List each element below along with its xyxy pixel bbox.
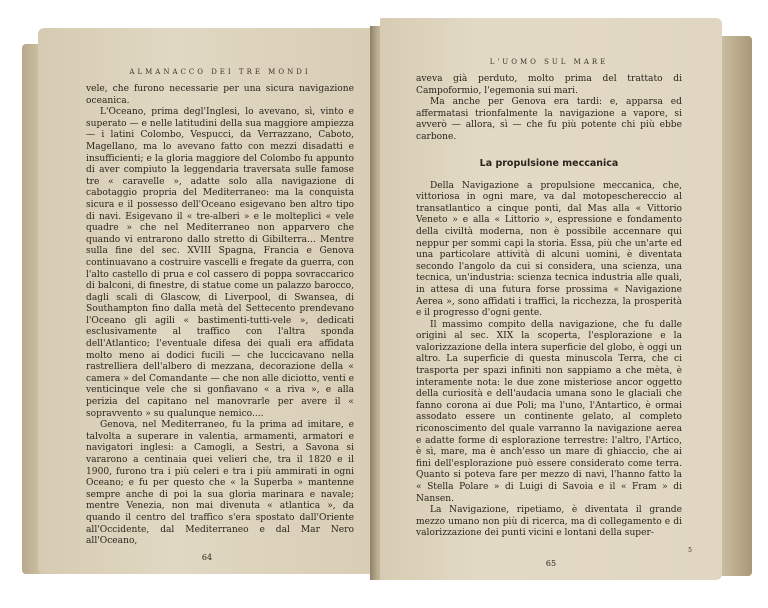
left-running-head: ALMANACCO DEI TRE MONDI [129, 68, 311, 76]
right-page [380, 18, 722, 580]
paragraph: aveva già perduto, molto prima del trattato di Campoformio, l'egemonia sui mari. [416, 74, 682, 96]
page-number-right: 65 [545, 559, 557, 568]
paragraph: Ma anche per Genova era tardi: e, apparsa ed affermatasi trionfalmente la navigazione a vapore, si avverò — allora, sì — che fu più potente chi più ebbe carbone. [416, 97, 682, 142]
book-edge-right [718, 36, 752, 576]
section-title: La propulsione meccanica [479, 157, 619, 169]
right-page-text [416, 74, 682, 540]
paragraph: La Navigazione, ripetiamo, è diventata il grande mezzo umano non più di ricerca, ma di collegamento e di valorizzazione dei punti vicini e lontani della super- [416, 505, 682, 539]
paragraph: L'Oceano, prima degl'Inglesi, lo avevano, sì, vinto e superato — e nelle latitudini della sua maggiore ampiezza — i latini Colombo, Vespucci, da Verrazzano, Caboto, Magellano, ma lo avevano fatto con mezzi disadatti e insufficienti; e la gloria maggiore del Colombo fu appunto di aver compiuto la leggendaria traversata sulle famose tre « caravelle », adatte solo alla navigazione di cabotaggio propria del Mediterraneo: ma la conquista sicura e il possesso dell'Oceano esigevano ben altro tipo di navi. Esigevano il « tre-alberi » e le molteplici « vele quadre » che nel Mediterraneo non apparvero che quando vi entrarono dallo stretto di Gibilterra... Mentre sulla fine del sec. XVIII Spagna, Francia e Genova continuavano a costruire vascelli e fregate da guerra, con l'alto castello di prua e col cassero di poppa sovraccarico di balconi, di finestre, di statue come un palazzo barocco, dagli scali di Glascow, di Liverpool, di Swansea, di Southampton fino dalla metà del Settecento prendevano l'Oceano gli agili « bastimenti-tutti-vele », dedicati esclusivamente al traffico con l'altra sponda dell'Atlantico; l'eventuale difesa dei quali era affidata molto meno ai dodici fucili — che luccicavano nella rastrelliera dell'albero di mezzana, decorazione della « camera » del Comandante — che non alle diciotto, venti e venticinque vele che si gonfiavano « a riva », e alla perizia del capitano nel manovrarle per avere il « sopravvento » su qualunque nemico.... [86, 107, 354, 419]
paragraph: Della Navigazione a propulsione meccanica, che, vittoriosa in ogni mare, va dal motopeschereccio al transatlantico a cinque ponti, dal Mas alla « Vittorio Veneto » e alla « Littorio », espressione e fondamento della civiltà moderna, non è possibile accennare qui neppur per sommi capi la storia. Essa, più che un'arte ed una particolare attività di alcuni uomini, è diventata secondo l'angolo da cui si considera, una scienza, una tecnica, un'industria: scienza tecnica industria alle quali, in attesa di una futura forse prossima « Navigazione Aerea », sono affidati i traffici, la ricchezza, la prosperità e il progresso d'ogni gente. [416, 180, 682, 319]
left-page [38, 28, 376, 574]
paragraph: Il massimo compito della navigazione, che fu dalle origini al sec. XIX la scoperta, l'esplorazione e la valorizzazione della intera superficie del globo, è oggi un altro. La superficie di questa minuscola Terra, che ci trasporta per spazi infiniti non sappiamo a che mèta, è interamente nota: le due zone misteriose ancor oggetto della curiosità e dell'audacia umana sono le glaciali che fanno corona ai due Poli; ma l'uno, l'Antartico, è ormai assodato essere un continente gelato, al completo riconoscimento del quale varranno la navigazione aerea e adatte forme di esplorazione terrestre: l'altro, l'Artico, è sì, mare, ma è anch'esso un mare di ghiaccio, che ai fini dell'esplorazione può essere considerato come terra. Quanto si poteva fare per mezzo di navi, l'hanno fatto la « Stella Polare » di Luigi di Savoia e il « Fram » di Nansen. [416, 319, 682, 504]
page-number-left: 64 [201, 553, 213, 562]
signature-mark: 5 [688, 547, 692, 554]
paragraph: Genova, nel Mediterraneo, fu la prima ad imitare, e talvolta a superare in valentia, armamenti, armatori e navigatori inglesi: a Camogli, a Sestri, a Savona si vararono a centinaia quei velieri che, tra il 1820 e il 1900, furono tra i più celeri e tra i più ammirati in ogni Oceano; e fu per questo che « la Superba » mantenne sempre anche di poi la sua gloria marinara e navale; mentre Venezia, non mai divenuta « atlantica », da quando il centro del traffico s'era spostato dall'Oriente all'Occidente, dal Mediterraneo e dal Mar Nero all'Oceano, [86, 420, 354, 547]
paragraph: vele, che furono necessarie per una sicura navigazione oceanica. [86, 84, 354, 106]
left-page-text [86, 84, 354, 548]
right-running-head: L'UOMO SUL MARE [489, 58, 609, 66]
